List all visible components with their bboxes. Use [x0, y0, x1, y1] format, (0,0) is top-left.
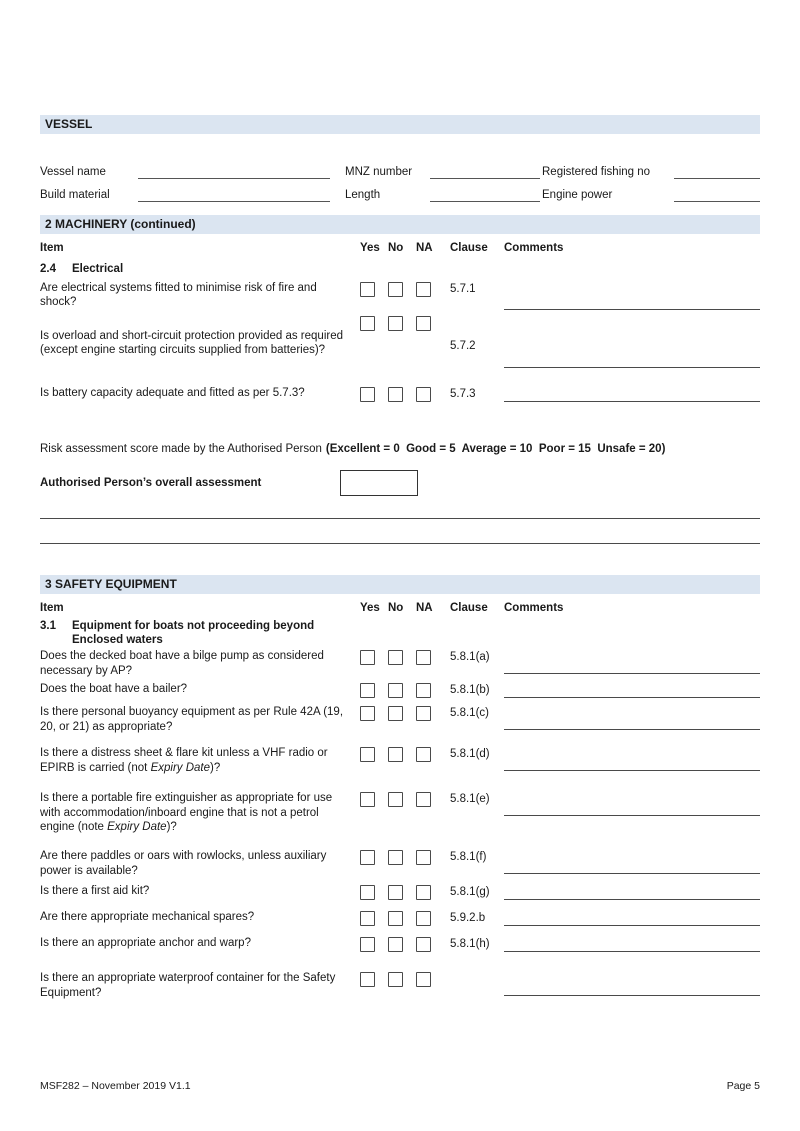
- safety-column-header: [40, 601, 760, 615]
- no-checkbox[interactable]: [388, 683, 403, 698]
- question-text: Are there paddles or oars with rowlocks, unless auxiliary power is available?: [40, 850, 327, 877]
- comments-line[interactable]: [504, 910, 760, 926]
- question-text: Is there a portable fire extinguisher as appropriate for use with accommodation/inboard engine that is not a petrol engine (note Expiry Date)?: [40, 792, 333, 833]
- yes-checkbox[interactable]: [360, 316, 375, 331]
- question-text: Is there an appropriate anchor and warp?: [40, 937, 251, 950]
- safety-section-header: [40, 575, 760, 594]
- question-text: Does the decked boat have a bilge pump as considered necessary by AP?: [40, 650, 324, 677]
- no-checkbox[interactable]: [388, 282, 403, 297]
- risk-score-scale: (Excellent = 0 Good = 5 Average = 10 Poor = 15 Unsafe = 20): [325, 442, 666, 455]
- comments-line[interactable]: [504, 705, 760, 730]
- comments-line[interactable]: [504, 849, 760, 874]
- clause-label: 5.8.1(h): [450, 938, 490, 951]
- vessel-name-input[interactable]: [138, 162, 330, 179]
- subsection-3-1: [40, 619, 760, 648]
- engine-power-input[interactable]: [674, 185, 760, 202]
- question-text: Is there an appropriate waterproof container for the Safety Equipment?: [40, 972, 336, 999]
- na-checkbox[interactable]: [416, 316, 431, 331]
- no-checkbox[interactable]: [388, 937, 403, 952]
- question-text: Is there a distress sheet & flare kit unless a VHF radio or EPIRB is carried (not Expiry Date)?: [40, 747, 328, 774]
- yes-checkbox[interactable]: [360, 747, 375, 762]
- risk-assessment-label: Risk assessment score made by the Authorised Person: [40, 442, 322, 455]
- comments-line[interactable]: [504, 884, 760, 900]
- clause-label: 5.7.1: [450, 282, 476, 295]
- question-row: [40, 910, 760, 930]
- clause-label: 5.8.1(b): [450, 684, 490, 697]
- col-comments: Comments: [504, 602, 564, 615]
- overall-assessment-box[interactable]: [340, 470, 418, 496]
- question-row: [40, 705, 760, 735]
- no-checkbox[interactable]: [388, 885, 403, 900]
- footer-document-version: MSF282 – November 2019 V1.1: [40, 1080, 191, 1092]
- col-item: Item: [40, 602, 64, 615]
- registered-fishing-no-input[interactable]: [674, 162, 760, 179]
- yes-checkbox[interactable]: [360, 911, 375, 926]
- question-text: Is overload and short-circuit protection provided as required (except engine starting circuits supplied from batteries)?: [40, 329, 343, 357]
- risk-assessment-note: [40, 442, 760, 456]
- col-na: NA: [416, 242, 433, 254]
- comments-line[interactable]: [504, 936, 760, 952]
- comments-line[interactable]: [504, 386, 760, 402]
- question-row: [40, 884, 760, 904]
- machinery-section-title: 2 MACHINERY (continued): [45, 217, 196, 231]
- no-checkbox[interactable]: [388, 972, 403, 987]
- comments-line[interactable]: [504, 971, 760, 996]
- mnz-number-label: MNZ number: [345, 165, 413, 178]
- clause-label: 5.7.3: [450, 387, 476, 400]
- comments-line[interactable]: [504, 281, 760, 310]
- yes-checkbox[interactable]: [360, 683, 375, 698]
- na-checkbox[interactable]: [416, 792, 431, 807]
- yes-checkbox[interactable]: [360, 937, 375, 952]
- yes-checkbox[interactable]: [360, 387, 375, 402]
- vessel-section-header: [40, 115, 760, 134]
- comments-rule-line[interactable]: [40, 518, 760, 519]
- question-row: [40, 281, 760, 315]
- subsection-title: Equipment for boats not proceeding beyond Enclosed waters: [72, 619, 315, 646]
- subsection-number: 2.4: [40, 263, 56, 276]
- question-text: Does the boat have a bailer?: [40, 683, 188, 696]
- machinery-column-header: [40, 241, 760, 255]
- safety-section-title: 3 SAFETY EQUIPMENT: [45, 577, 177, 592]
- na-checkbox[interactable]: [416, 683, 431, 698]
- registered-fishing-no-label: Registered fishing no: [542, 165, 651, 178]
- no-checkbox[interactable]: [388, 792, 403, 807]
- clause-label: 5.8.1(f): [450, 851, 487, 864]
- comments-rule-line[interactable]: [40, 543, 760, 544]
- question-row: [40, 315, 760, 377]
- no-checkbox[interactable]: [388, 850, 403, 865]
- yes-checkbox[interactable]: [360, 972, 375, 987]
- question-text: Is there personal buoyancy equipment as per Rule 42A (19, 20, or 21) as appropriate?: [40, 706, 344, 733]
- na-checkbox[interactable]: [416, 937, 431, 952]
- col-comments: Comments: [504, 242, 564, 254]
- clause-label: 5.8.1(c): [450, 707, 489, 720]
- clause-label: [450, 971, 504, 972]
- overall-assessment-row: [40, 470, 760, 496]
- clause-label: 5.7.2: [450, 339, 476, 352]
- page-footer: [40, 1080, 760, 1093]
- length-label: Length: [345, 188, 381, 201]
- question-row: [40, 682, 760, 702]
- question-text: Is battery capacity adequate and fitted as per 5.7.3?: [40, 386, 305, 399]
- yes-checkbox[interactable]: [360, 650, 375, 665]
- vessel-name-label: Vessel name: [40, 165, 106, 178]
- length-input[interactable]: [430, 185, 540, 202]
- yes-checkbox[interactable]: [360, 706, 375, 721]
- question-row: [40, 936, 760, 956]
- clause-label: 5.8.1(d): [450, 748, 490, 761]
- question-text: Are there appropriate mechanical spares?: [40, 911, 255, 924]
- comments-line[interactable]: [504, 791, 760, 816]
- col-yes: Yes: [360, 242, 380, 254]
- engine-power-label: Engine power: [542, 188, 613, 201]
- no-checkbox[interactable]: [388, 650, 403, 665]
- build-material-input[interactable]: [138, 185, 330, 202]
- col-clause: Clause: [450, 242, 488, 254]
- col-clause: Clause: [450, 602, 488, 615]
- machinery-section-header: [40, 215, 760, 234]
- question-row: [40, 386, 760, 406]
- no-checkbox[interactable]: [388, 706, 403, 721]
- clause-label: 5.9.2.b: [450, 912, 486, 925]
- col-no: No: [388, 242, 404, 254]
- comments-line[interactable]: [504, 682, 760, 698]
- col-item: Item: [40, 242, 64, 254]
- question-row: [40, 849, 760, 879]
- mnz-number-input[interactable]: [430, 162, 540, 179]
- na-checkbox[interactable]: [416, 850, 431, 865]
- clause-label: 5.8.1(g): [450, 886, 490, 899]
- comments-line[interactable]: [504, 649, 760, 674]
- vessel-section-title: VESSEL: [45, 117, 93, 131]
- na-checkbox[interactable]: [416, 972, 431, 987]
- col-na: NA: [416, 602, 433, 615]
- na-checkbox[interactable]: [416, 650, 431, 665]
- na-checkbox[interactable]: [416, 706, 431, 721]
- na-checkbox[interactable]: [416, 885, 431, 900]
- yes-checkbox[interactable]: [360, 792, 375, 807]
- clause-label: 5.8.1(a): [450, 651, 490, 664]
- question-row: [40, 971, 760, 1001]
- na-checkbox[interactable]: [416, 387, 431, 402]
- no-checkbox[interactable]: [388, 911, 403, 926]
- na-checkbox[interactable]: [416, 911, 431, 926]
- clause-label: 5.8.1(e): [450, 793, 490, 806]
- yes-checkbox[interactable]: [360, 850, 375, 865]
- build-material-label: Build material: [40, 188, 110, 201]
- col-yes: Yes: [360, 602, 380, 615]
- no-checkbox[interactable]: [388, 747, 403, 762]
- subsection-title: Electrical: [72, 263, 124, 276]
- question-row: [40, 746, 760, 776]
- comments-line[interactable]: [504, 315, 760, 368]
- question-row: [40, 649, 760, 679]
- col-no: No: [388, 602, 404, 615]
- question-text: Are electrical systems fitted to minimise risk of fire and shock?: [40, 281, 317, 309]
- comments-line[interactable]: [504, 746, 760, 771]
- question-text: Is there a first aid kit?: [40, 885, 150, 898]
- subsection-2-4: [40, 262, 760, 276]
- yes-checkbox[interactable]: [360, 282, 375, 297]
- no-checkbox[interactable]: [388, 316, 403, 331]
- na-checkbox[interactable]: [416, 747, 431, 762]
- na-checkbox[interactable]: [416, 282, 431, 297]
- footer-page-number: Page 5: [726, 1080, 760, 1092]
- subsection-number: 3.1: [40, 619, 56, 632]
- question-row: [40, 791, 760, 835]
- overall-assessment-label: Authorised Person’s overall assessment: [40, 476, 262, 489]
- yes-checkbox[interactable]: [360, 885, 375, 900]
- no-checkbox[interactable]: [388, 387, 403, 402]
